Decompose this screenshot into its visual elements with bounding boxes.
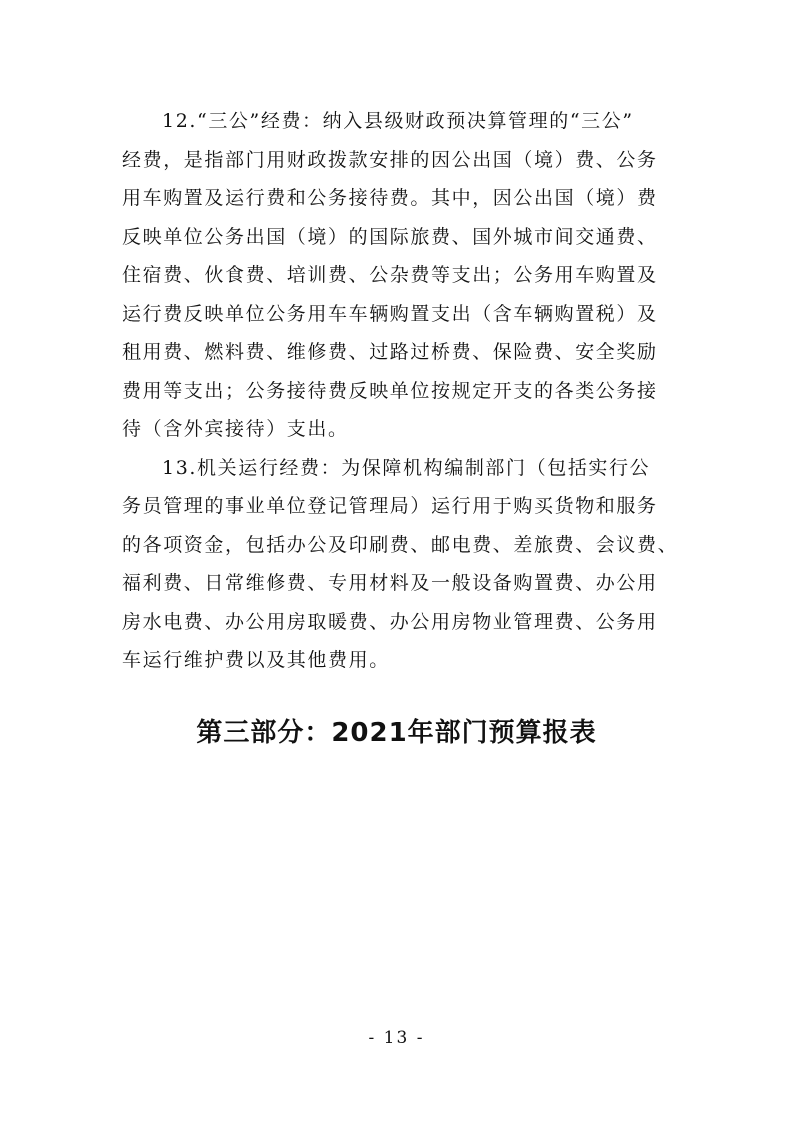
paragraph-12-line: 运行费反映单位公务用车车辆购置支出（含车辆购置税）及 xyxy=(122,302,658,325)
section-title: 第三部分：2021年部门预算报表 xyxy=(196,718,597,748)
paragraph-13-line: 务员管理的事业单位登记管理局）运行用于购买货物和服务 xyxy=(122,495,658,517)
paragraph-12-line: 租用费、燃料费、维修费、过路过桥费、保险费、安全奖励 xyxy=(122,341,658,363)
paragraph-13-line: 福利费、日常维修费、专用材料及一般设备购置费、办公用 xyxy=(122,572,658,594)
paragraph-13-line: 13.机关运行经费：为保障机构编制部门（包括实行公 xyxy=(162,456,651,479)
paragraph-12-line: 12.“三公”经费：纳入县级财政预决算管理的“三公” xyxy=(162,110,634,132)
paragraph-13-line: 房水电费、办公用房取暖费、办公用房物业管理费、公务用 xyxy=(122,610,658,633)
body-text xyxy=(122,102,682,680)
paragraph-12-line: 住宿费、伙食费、培训费、公杂费等支出；公务用车购置及 xyxy=(122,264,658,286)
paragraph-12-line: 待（含外宾接待）支出。 xyxy=(122,418,349,440)
paragraph-12-line: 费用等支出；公务接待费反映单位按规定开支的各类公务接 xyxy=(122,379,658,402)
paragraph-13-line: 的各项资金，包括办公及印刷费、邮电费、差旅费、会议费、 xyxy=(122,533,679,556)
paragraph-12-line: 反映单位公务出国（境）的国际旅费、国外城市间交通费、 xyxy=(122,225,658,248)
paragraph-12-line: 用车购置及运行费和公务接待费。其中，因公出国（境）费 xyxy=(122,187,658,209)
page-number: - 13 - xyxy=(368,1028,425,1048)
paragraph-12-line: 经费，是指部门用财政拨款安排的因公出国（境）费、公务 xyxy=(122,148,658,171)
paragraph-13-line: 车运行维护费以及其他费用。 xyxy=(122,649,390,671)
